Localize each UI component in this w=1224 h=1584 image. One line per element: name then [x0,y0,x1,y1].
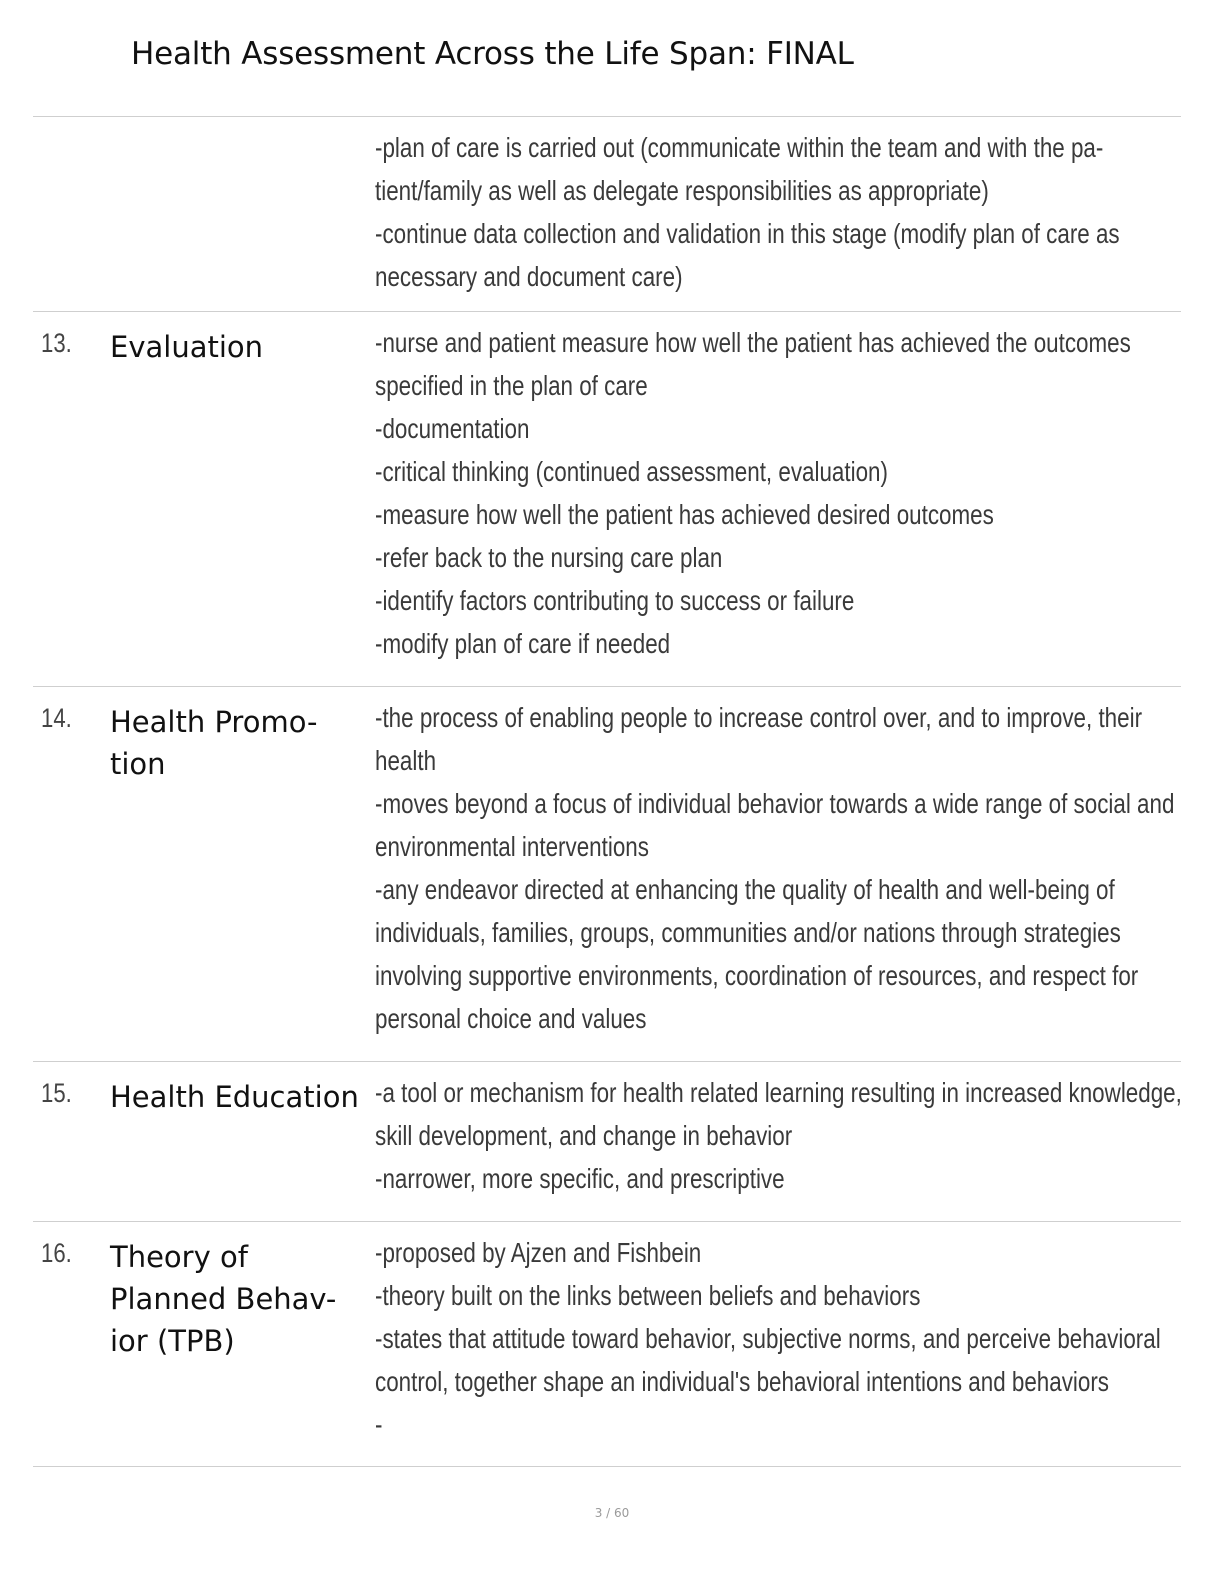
definition-line: - [375,1409,383,1440]
definition-line: -theory built on the links between beliefs and behaviors [375,1280,921,1311]
table-row [33,311,1181,686]
definition-line: -states that attitude toward behavior, subjective norms, and perceive behavioral [375,1323,1161,1354]
definition-line: -continue data collection and validation in this stage (modify plan of care as [375,218,1120,249]
definition-line: necessary and document care) [375,261,683,292]
definition-line: skill development, and change in behavior [375,1120,793,1151]
row-definition [375,1071,1182,1200]
row-definition [375,1231,1165,1446]
row-number: 14. [41,703,72,733]
definition-line: health [375,745,437,776]
table-row [33,116,1181,311]
definition-line: individuals, families, groups, communities and/or nations through strategies [375,917,1121,948]
table-row [33,686,1181,1061]
definition-line: specified in the plan of care [375,370,648,401]
row-term: Health Promo- tion [110,705,318,781]
row-definition [375,126,1165,298]
document-title: Health Assessment Across the Life Span: FINAL [131,36,854,72]
definition-line: -the process of enabling people to increase control over, and to improve, their [375,702,1143,733]
row-definition [375,321,1165,665]
definition-line: involving supportive environments, coordination of resources, and respect for [375,960,1139,991]
definition-line: -documentation [375,413,530,444]
definition-line: personal choice and values [375,1003,647,1034]
flashcard-table [33,116,1181,1467]
definition-line: -any endeavor directed at enhancing the quality of health and well-being of [375,874,1115,905]
row-definition [375,696,1175,1040]
table-row [33,1221,1181,1467]
definition-line: -modify plan of care if needed [375,628,671,659]
definition-line: control, together shape an individual's behavioral intentions and behaviors [375,1366,1110,1397]
definition-line: -proposed by Ajzen and Fishbein [375,1237,702,1268]
row-number: 16. [41,1238,72,1268]
table-row [33,1061,1181,1221]
definition-line: -critical thinking (continued assessment, evaluation) [375,456,888,487]
definition-line: -moves beyond a focus of individual behavior towards a wide range of social and [375,788,1175,819]
row-term: Health Education [110,1080,359,1114]
row-number: 15. [41,1078,72,1108]
definition-line: -refer back to the nursing care plan [375,542,723,573]
definition-line: environmental interventions [375,831,649,862]
definition-line: tient/family as well as delegate responsibilities as appropriate) [375,175,989,206]
definition-line: -narrower, more specific, and prescriptive [375,1163,785,1194]
row-number: 13. [41,328,72,358]
definition-line: -measure how well the patient has achieved desired outcomes [375,499,994,530]
definition-line: -identify factors contributing to success or failure [375,585,855,616]
page-indicator: 3 / 60 [594,1506,630,1520]
definition-line: -nurse and patient measure how well the patient has achieved the outcomes [375,327,1131,358]
definition-line: -a tool or mechanism for health related learning resulting in increased knowledge, [375,1077,1182,1108]
definition-line: -plan of care is carried out (communicate within the team and with the pa- [375,132,1104,163]
row-term: Evaluation [110,330,264,364]
row-term: Theory of Planned Behav- ior (TPB) [110,1240,337,1358]
